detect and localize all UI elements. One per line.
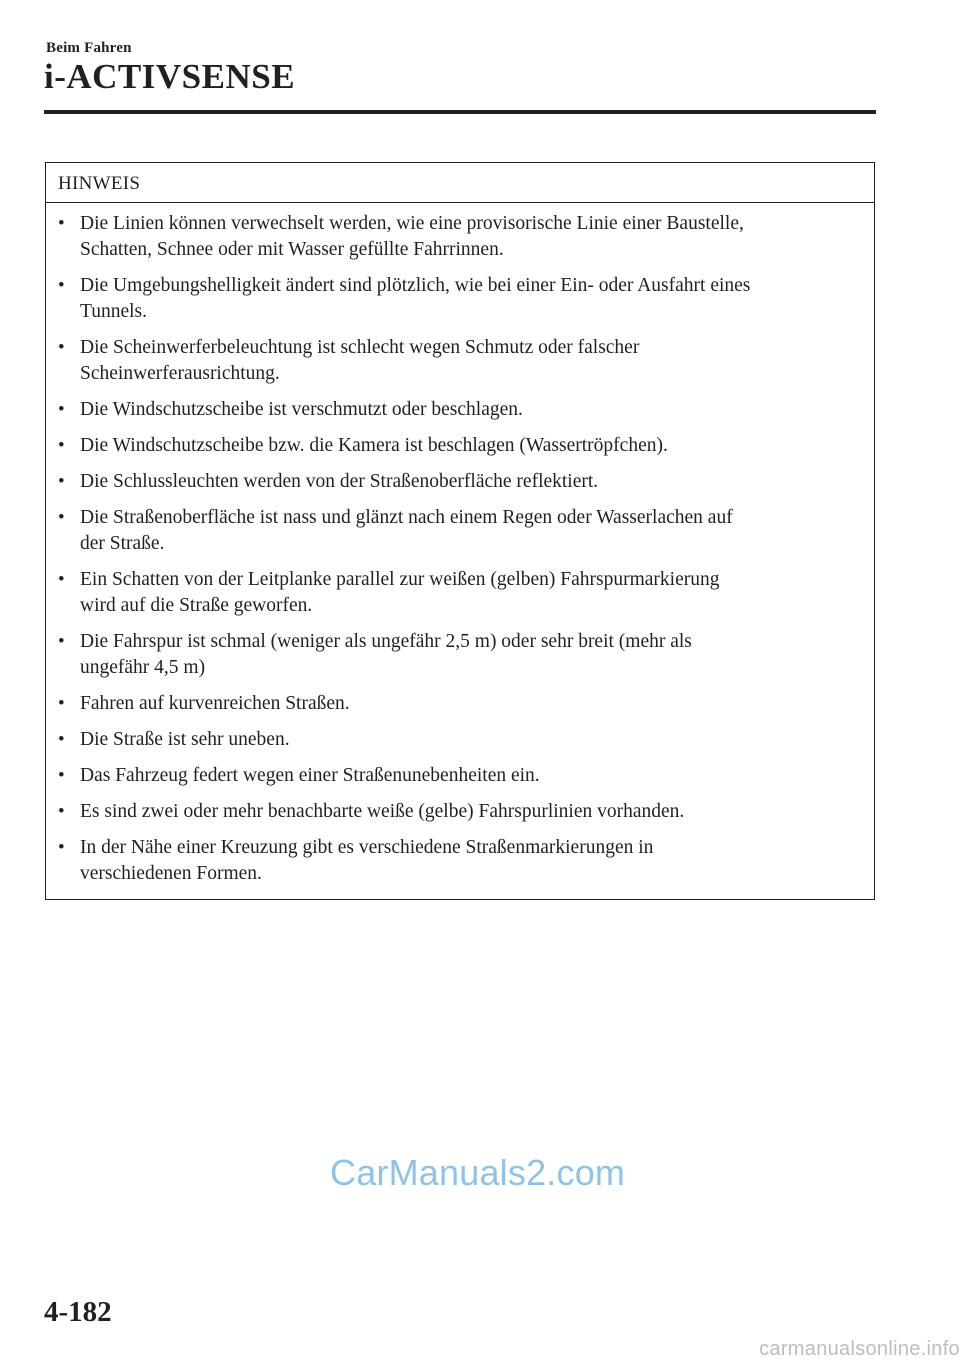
bullet-icon: • xyxy=(58,275,65,296)
bullet-icon: • xyxy=(58,837,65,858)
note-item-line: Die Straße ist sehr uneben. xyxy=(80,729,290,750)
bullet-icon: • xyxy=(58,471,65,492)
title-divider xyxy=(44,110,876,114)
bullet-icon: • xyxy=(58,507,65,528)
bullet-icon: • xyxy=(58,569,65,590)
bullet-icon: • xyxy=(58,337,65,358)
note-list-item xyxy=(57,727,864,753)
note-list-item xyxy=(57,211,864,263)
page-number: 4-182 xyxy=(44,1296,112,1328)
note-item-line: Die Schlussleuchten werden von der Straßenoberfläche reflektiert. xyxy=(80,471,599,492)
bullet-icon: • xyxy=(58,435,65,456)
note-list-item xyxy=(57,505,864,557)
note-list-item xyxy=(57,567,864,619)
footer-site-watermark: carmanualsonline.info xyxy=(759,1338,960,1360)
note-item-line: Tunnels. xyxy=(80,301,148,322)
note-item-line: Scheinwerferausrichtung. xyxy=(80,363,280,384)
note-item-line: Es sind zwei oder mehr benachbarte weiße (gelbe) Fahrspurlinien vorhanden. xyxy=(80,801,685,822)
bullet-icon: • xyxy=(58,801,65,822)
note-item-line: Die Umgebungshelligkeit ändert sind plötzlich, wie bei einer Ein- oder Ausfahrt eines xyxy=(80,275,751,296)
note-item-line: Ein Schatten von der Leitplanke parallel zur weißen (gelben) Fahrspurmarkierung xyxy=(80,569,720,590)
note-list-item xyxy=(57,691,864,717)
note-list-item xyxy=(57,835,864,887)
section-label: Beim Fahren xyxy=(46,40,132,56)
note-list-item xyxy=(57,799,864,825)
note-item-line: ungefähr 4,5 m) xyxy=(80,657,206,678)
note-item-line: der Straße. xyxy=(80,533,165,554)
note-item-line: Das Fahrzeug federt wegen einer Straßenunebenheiten ein. xyxy=(80,765,540,786)
bullet-icon: • xyxy=(58,399,65,420)
note-item-line: verschiedenen Formen. xyxy=(80,863,262,884)
note-list-item xyxy=(57,433,864,459)
note-item-line: In der Nähe einer Kreuzung gibt es verschiedene Straßenmarkierungen in xyxy=(80,837,654,858)
note-item-line: Die Scheinwerferbeleuchtung ist schlecht wegen Schmutz oder falscher xyxy=(80,337,640,358)
note-item-line: Die Windschutzscheibe bzw. die Kamera ist beschlagen (Wassertröpfchen). xyxy=(80,435,668,456)
bullet-icon: • xyxy=(58,631,65,652)
chapter-title: i-ACTIVSENSE xyxy=(44,57,296,96)
note-item-line: Die Fahrspur ist schmal (weniger als ungefähr 2,5 m) oder sehr breit (mehr als xyxy=(80,631,692,652)
note-list-item xyxy=(57,629,864,681)
watermark-logo: CarManuals2.com xyxy=(330,1152,626,1193)
note-item-line: wird auf die Straße geworfen. xyxy=(80,595,313,616)
note-list-item xyxy=(57,397,864,423)
note-list-item xyxy=(57,763,864,789)
bullet-icon: • xyxy=(58,213,65,234)
note-item-line: Schatten, Schnee oder mit Wasser gefüllte Fahrrinnen. xyxy=(80,239,504,260)
note-item-line: Die Straßenoberfläche ist nass und glänzt nach einem Regen oder Wasserlachen auf xyxy=(80,507,733,528)
note-list-item xyxy=(57,273,864,325)
note-heading: HINWEIS xyxy=(46,163,874,203)
note-item-line: Die Linien können verwechselt werden, wie eine provisorische Linie einer Baustelle, xyxy=(80,213,744,234)
note-list-item xyxy=(57,469,864,495)
note-list xyxy=(46,203,874,887)
bullet-icon: • xyxy=(58,693,65,714)
note-box xyxy=(45,162,875,900)
bullet-icon: • xyxy=(58,765,65,786)
note-item-line: Fahren auf kurvenreichen Straßen. xyxy=(80,693,350,714)
note-item-line: Die Windschutzscheibe ist verschmutzt oder beschlagen. xyxy=(80,399,523,420)
note-list-item xyxy=(57,335,864,387)
bullet-icon: • xyxy=(58,729,65,750)
